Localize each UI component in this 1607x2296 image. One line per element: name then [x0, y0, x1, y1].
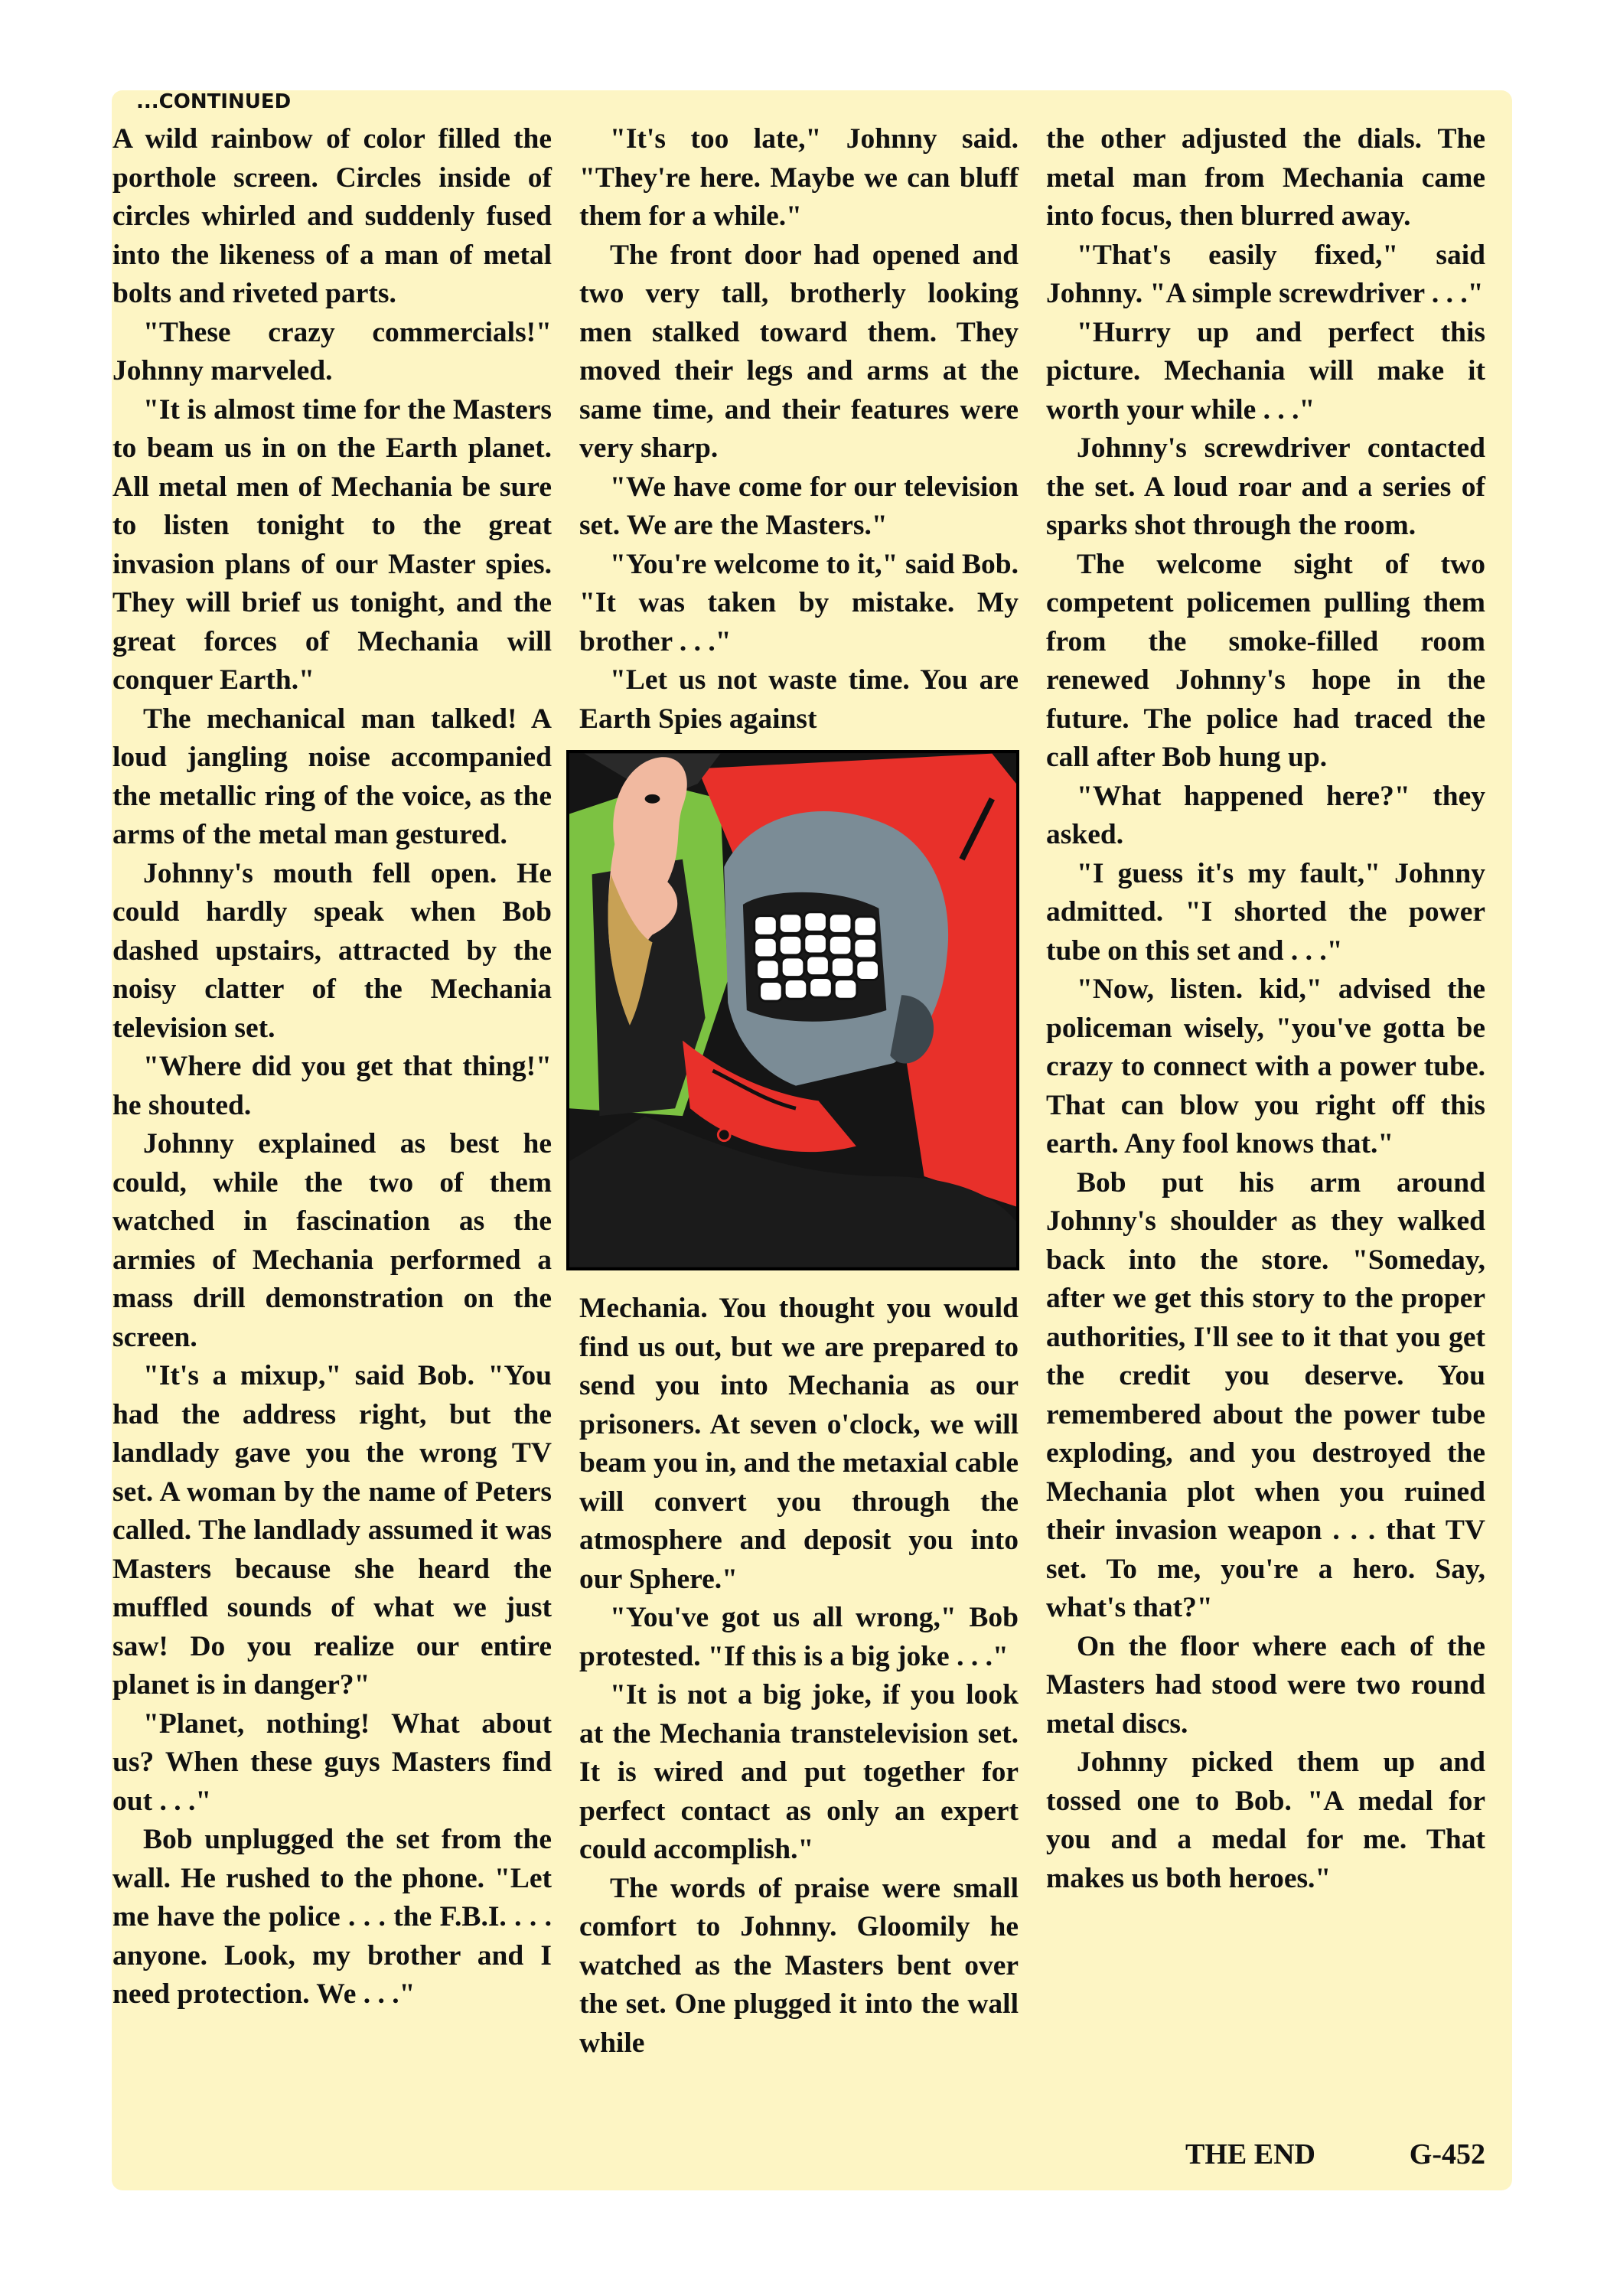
story-ending: [1046, 2135, 1485, 2174]
paragraph: "Where did you get that thing!" he shouted.: [112, 1051, 552, 1121]
text-column-3: [1046, 120, 1485, 1898]
paragraph: Bob put his arm around Johnny's shoulder as they walked back into the store. "Someday, after we get this story to the proper authorities, I'll see to it that you get the credit you deserve. You remembered about the power tube exploding, and you destroyed the Mechania plot when you ruined their invasion weapon . . . that TV set. To me, you're a hero. Say, what's that?": [1046, 1166, 1485, 1623]
paragraph: "You've got us all wrong," Bob protested. "If this is a big joke . . .": [579, 1602, 1019, 1672]
paragraph: "Planet, nothing! What about us? When these guys Masters find out . . .": [112, 1707, 552, 1817]
story-code: G-452: [1409, 2138, 1485, 2170]
paragraph: the other adjusted the dials. The metal man from Mechania came into focus, then blurred away.: [1046, 123, 1485, 232]
paragraph: The front door had opened and two very tall, brotherly looking men stalked toward them. They moved their legs and arms at the same time, and their features were very sharp.: [579, 239, 1019, 464]
paragraph: "It's a mixup," said Bob. "You had the address right, but the landlady gave you the wrong TV set. A woman by the name of Peters called. The landlady assumed it was Masters because she heard the muffled sounds of what we just saw! Do you realize our entire planet is in danger?": [112, 1360, 552, 1701]
text-column-2-top: [579, 120, 1019, 739]
paragraph: On the floor where each of the Masters had stood were two round metal discs.: [1046, 1630, 1485, 1740]
paragraph: Mechania. You thought you would find us out, but we are prepared to send you into Mechania as our prisoners. At seven o'clock, we will beam you in, and the metaxial cable will convert you through the atmosphere and deposit you into our Sphere.": [579, 1293, 1019, 1595]
paragraph: "These crazy commercials!" Johnny marveled.: [112, 316, 552, 386]
paragraph: "It's too late," Johnny said. "They're here. Maybe we can bluff them for a while.": [579, 123, 1019, 232]
paragraph: Johnny's mouth fell open. He could hardly speak when Bob dashed upstairs, attracted by the noisy clatter of the Mechania television set.: [112, 857, 552, 1044]
paragraph: Johnny explained as best he could, while the two of them watched in fascination as the armies of Mechania performed a mass drill demonstration on the screen.: [112, 1128, 552, 1353]
paragraph: Johnny's screwdriver contacted the set. A loud roar and a series of sparks shot through the room.: [1046, 432, 1485, 541]
paragraph: "You're welcome to it," said Bob. "It was taken by mistake. My brother . . .": [579, 548, 1019, 657]
paragraph: Bob unplugged the set from the wall. He rushed to the phone. "Let me have the police . . . the F.B.I. . . . anyone. Look, my brother and I need protection. We . . .": [112, 1824, 552, 2010]
paragraph: Johnny picked them up and tossed one to Bob. "A medal for you and a medal for me. That makes us both heroes.": [1046, 1746, 1485, 1894]
robot-illustration: [569, 753, 1016, 1267]
paragraph: The welcome sight of two competent policemen pulling them from the smoke-filled room renewed Johnny's hope in the future. The police had traced the call after Bob hung up.: [1046, 548, 1485, 773]
paragraph: "It is almost time for the Masters to beam us in on the Earth planet. All metal men of Mechania be sure to listen tonight to the great invasion plans of our Master spies. They will brief us tonight, and the great forces of Mechania will conquer Earth.": [112, 393, 552, 696]
paragraph: "That's easily fixed," said Johnny. "A simple screwdriver . . .": [1046, 239, 1485, 309]
continued-header: ...CONTINUED: [136, 90, 292, 113]
paragraph: "It is not a big joke, if you look at the Mechania transtelevision set. It is wired and put together for perfect contact as only an expert could accomplish.": [579, 1679, 1019, 1865]
paragraph: "Hurry up and perfect this picture. Mechania will make it worth your while . . .": [1046, 316, 1485, 426]
the-end-label: THE END: [1185, 2138, 1315, 2170]
paragraph: The mechanical man talked! A loud jangling noise accompanied the metallic ring of the voice, as the arms of the metal man gestured.: [112, 703, 552, 850]
paragraph: "What happened here?" they asked.: [1046, 780, 1485, 850]
comic-panel-illustration: [566, 750, 1019, 1270]
paragraph: "We have come for our television set. We are the Masters.": [579, 471, 1019, 541]
paragraph: A wild rainbow of color filled the porthole screen. Circles inside of circles whirled and suddenly fused into the likeness of a man of metal bolts and riveted parts.: [112, 123, 552, 309]
paragraph: "I guess it's my fault," Johnny admitted. "I shorted the power tube on this set and . . .": [1046, 857, 1485, 967]
text-column-1: [112, 120, 552, 2014]
text-column-2-bottom: [579, 1290, 1019, 2063]
paragraph: "Now, listen. kid," advised the policeman wisely, "you've gotta be crazy to connect with a power tube. That can blow you right off this earth. Any fool knows that.": [1046, 974, 1485, 1159]
paragraph: The words of praise were small comfort to Johnny. Gloomily he watched as the Masters bent over the set. One plugged it into the wall while: [579, 1872, 1019, 2059]
paragraph: "Let us not waste time. You are Earth Spies against: [579, 664, 1019, 735]
